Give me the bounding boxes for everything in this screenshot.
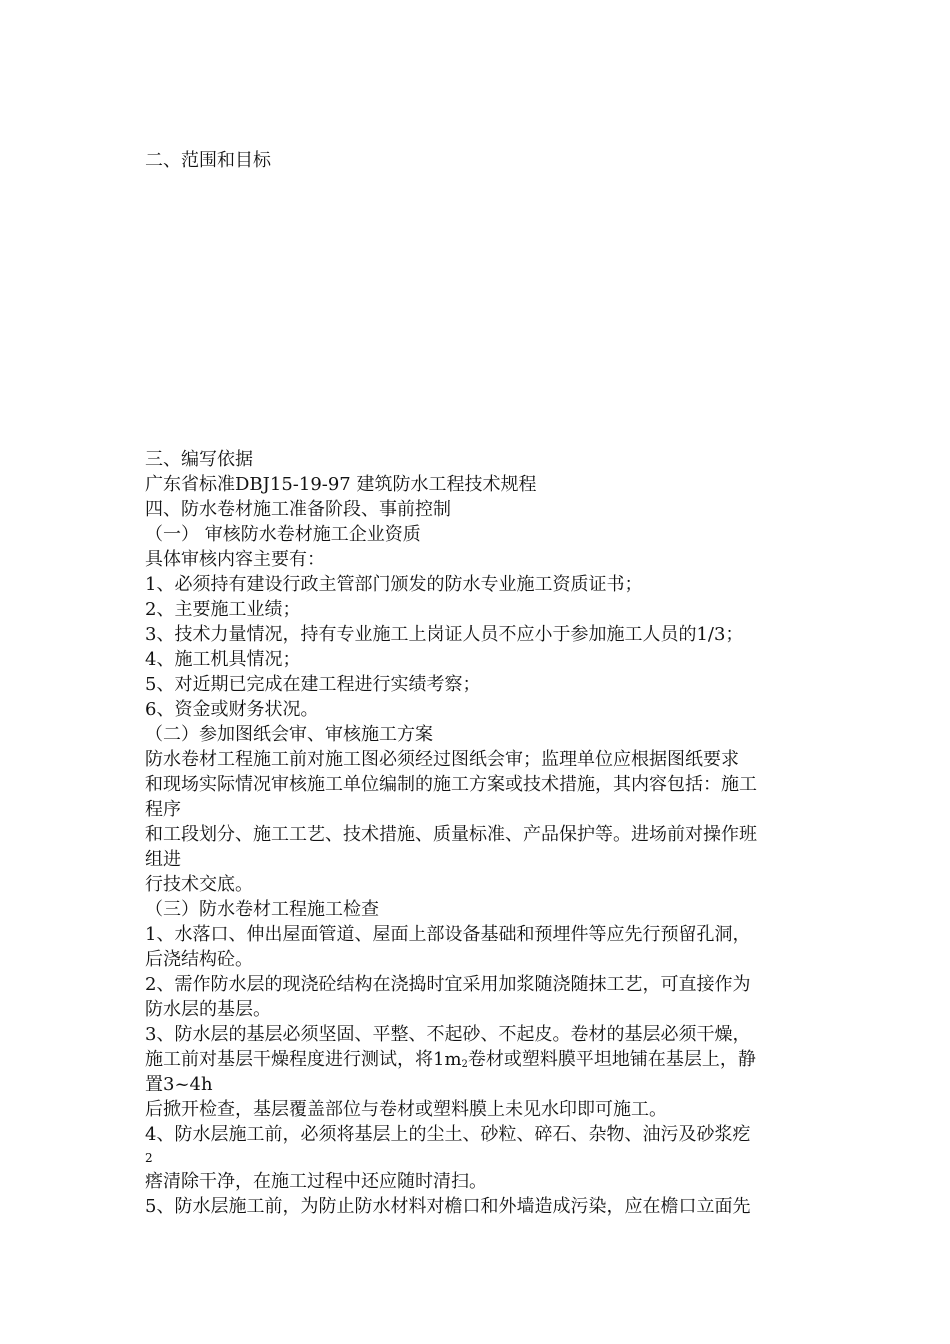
paragraph-line: 防水卷材工程施工前对施工图必须经过图纸会审；监理单位应根据图纸要求 — [145, 749, 739, 770]
section-heading-basis: 三、编写依据 — [145, 449, 253, 470]
paragraph-line — [145, 1048, 756, 1077]
list-item: 2、主要施工业绩； — [145, 599, 301, 620]
subsection-heading-inspection: （三）防水卷材工程施工检查 — [145, 899, 379, 920]
paragraph-line: 1、水落口、伸出屋面管道、屋面上部设备基础和预埋件等应先行预留孔洞， — [145, 924, 751, 945]
list-item: 1、必须持有建设行政主管部门颁发的防水专业施工资质证书； — [145, 574, 643, 595]
superscript-unit: 2 — [461, 1059, 468, 1070]
list-item: 5、对近期已完成在建工程进行实绩考察； — [145, 674, 481, 695]
paragraph-line: 后浇结构砼。 — [145, 949, 253, 970]
list-item: 6、资金或财务状况。 — [145, 699, 319, 720]
paragraph-line: 3、防水层的基层必须坚固、平整、不起砂、不起皮。卷材的基层必须干燥， — [145, 1024, 751, 1045]
paragraph-line: 置3~4h — [145, 1074, 213, 1095]
paragraph-line: 程序 — [145, 799, 181, 820]
paragraph-line: 和工段划分、施工工艺、技术措施、质量标准、产品保护等。进场前对操作班 — [145, 824, 757, 845]
text-segment: 卷材或塑料膜平坦地铺在基层上，静 — [467, 1049, 756, 1070]
paragraph-line: 2、需作防水层的现浇砼结构在浇捣时宜采用加浆随浇随抹工艺，可直接作为 — [145, 974, 751, 995]
paragraph-line: 4、防水层施工前，必须将基层上的尘土、砂粒、碎石、杂物、油污及砂浆疙 — [145, 1124, 751, 1145]
subsection-heading-drawing-review: （二）参加图纸会审、审核施工方案 — [145, 724, 433, 745]
paragraph-line: 后掀开检查，基层覆盖部位与卷材或塑料膜上未见水印即可施工。 — [145, 1099, 667, 1120]
list-item: 3、技术力量情况，持有专业施工上岗证人员不应小于参加施工人员的1/3； — [145, 624, 744, 645]
standard-reference: 广东省标准DBJ15-19-97 建筑防水工程技术规程 — [145, 474, 537, 495]
paragraph-intro: 具体审核内容主要有： — [145, 549, 325, 570]
subsection-heading-qualification: （一） 审核防水卷材施工企业资质 — [145, 524, 421, 545]
paragraph-line: 5、防水层施工前，为防止防水材料对檐口和外墙造成污染，应在檐口立面先 — [145, 1196, 751, 1217]
paragraph-line: 行技术交底。 — [145, 874, 253, 895]
paragraph-line: 防水层的基层。 — [145, 999, 271, 1020]
list-item: 4、施工机具情况； — [145, 649, 301, 670]
text-segment: 施工前对基层干燥程度进行测试，将1m — [145, 1049, 462, 1070]
section-heading-scope: 二、范围和目标 — [145, 150, 271, 171]
section-heading-preparation: 四、防水卷材施工准备阶段、事前控制 — [145, 499, 451, 520]
paragraph-line: 和现场实际情况审核施工单位编制的施工方案或技术措施，其内容包括：施工 — [145, 774, 757, 795]
page-number: 2 — [145, 1151, 153, 1165]
paragraph-line: 组进 — [145, 849, 181, 870]
paragraph-line: 瘩清除干净，在施工过程中还应随时清扫。 — [145, 1171, 487, 1192]
